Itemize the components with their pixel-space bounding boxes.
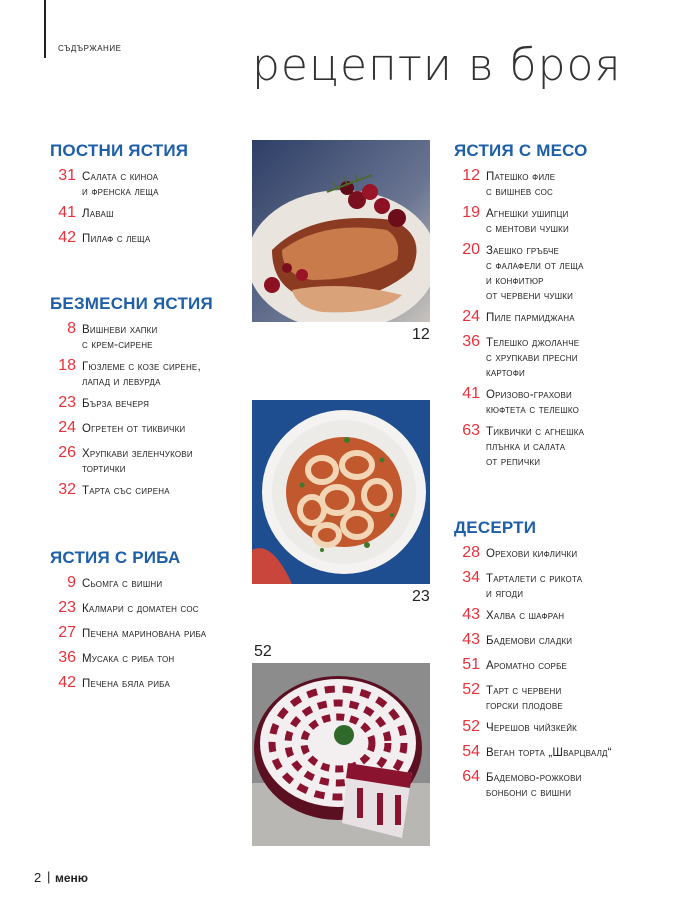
list-item[interactable] (50, 357, 250, 390)
entry-page: 42 (58, 674, 76, 691)
entry-page: 36 (58, 649, 76, 666)
list-item[interactable] (50, 394, 250, 415)
section-label: съдържание (58, 42, 122, 54)
entry-page: 63 (462, 422, 480, 439)
list-item[interactable] (50, 599, 250, 620)
entry-title: Черешов чийзкейк (486, 722, 578, 734)
entry-page: 18 (58, 357, 76, 374)
category-desserts (454, 518, 654, 808)
entry-page: 24 (462, 308, 480, 325)
list-item[interactable] (454, 569, 654, 602)
footer-separator: | (47, 869, 51, 884)
category-fish (50, 548, 250, 702)
entry-title: Бадемово-рожкови бонбони с вишни (486, 772, 582, 799)
entry-title: Тарта със сирена (82, 485, 170, 497)
list-item[interactable] (454, 385, 654, 418)
entry-page: 23 (58, 394, 76, 411)
photo-page-number: 52 (254, 643, 272, 660)
list-item[interactable] (50, 574, 250, 595)
entry-title: Пилаф с леща (82, 233, 151, 245)
list-item[interactable] (454, 768, 654, 801)
photo-page-number: 23 (412, 588, 430, 605)
entry-page: 43 (462, 631, 480, 648)
page-number: 2 (34, 870, 42, 885)
top-rule (44, 0, 46, 58)
entry-title: Оризово-грахови кюфтета с телешко (486, 389, 580, 416)
entry-page: 41 (58, 204, 76, 221)
entry-page: 54 (462, 743, 480, 760)
entry-page: 51 (462, 656, 480, 673)
entry-page: 8 (67, 320, 76, 337)
entry-title: Салата с киноа и френска леща (82, 171, 159, 198)
category-meatless (50, 294, 250, 509)
list-item[interactable] (50, 320, 250, 353)
entry-title: Тарт с червени горски плодове (486, 685, 563, 712)
entry-title: Агнешки ушипци с ментови чушки (486, 208, 569, 235)
entry-page: 43 (462, 606, 480, 623)
entry-page: 26 (58, 444, 76, 461)
entry-page: 12 (462, 167, 480, 184)
entry-title: Бърза вечеря (82, 398, 150, 410)
photo-berry-tart[interactable] (252, 663, 430, 846)
entry-title: Хрупкави зеленчукови тортички (82, 448, 193, 475)
list-item[interactable] (454, 631, 654, 652)
entry-title: Мусака с риба тон (82, 653, 175, 665)
entry-title: Патешко филе с вишнев сос (486, 171, 556, 198)
entry-title: Халва с шафран (486, 610, 565, 622)
list-item[interactable] (50, 204, 250, 225)
list-item[interactable] (454, 204, 654, 237)
entry-title: Ароматно сорбе (486, 660, 568, 672)
list-item[interactable] (50, 444, 250, 477)
category-title: БЕЗМЕСНИ ЯСТИЯ (50, 294, 213, 313)
list-item[interactable] (454, 718, 654, 739)
list-item[interactable] (454, 743, 654, 764)
entry-page: 27 (58, 624, 76, 641)
list-item[interactable] (50, 481, 250, 502)
entry-page: 9 (67, 574, 76, 591)
entry-page: 32 (58, 481, 76, 498)
entry-page: 24 (58, 419, 76, 436)
entry-title: Вишневи хапки с крем-сирене (82, 324, 158, 351)
category-title: ПОСТНИ ЯСТИЯ (50, 141, 189, 160)
entry-title: Калмари с доматен сос (82, 603, 199, 615)
entry-title: Печена бяла риба (82, 678, 170, 690)
entry-page: 36 (462, 333, 480, 350)
entry-page: 34 (462, 569, 480, 586)
entry-page: 52 (462, 718, 480, 735)
list-item[interactable] (454, 656, 654, 677)
entry-title: Огретен от тиквички (82, 423, 186, 435)
entry-title: Бадемови сладки (486, 635, 573, 647)
entry-page: 28 (462, 544, 480, 561)
category-title: ЯСТИЯ С РИБА (50, 548, 181, 567)
photo-page-number: 12 (412, 326, 430, 343)
magazine-name: меню (55, 871, 89, 885)
list-item[interactable] (50, 229, 250, 250)
entry-title: Тиквички с агнешка плънка и салата от репички (486, 426, 585, 468)
entry-title: Лаваш (82, 208, 114, 220)
list-item[interactable] (454, 241, 654, 304)
entry-page: 42 (58, 229, 76, 246)
list-item[interactable] (454, 167, 654, 200)
entry-page: 19 (462, 204, 480, 221)
category-title: ДЕСЕРТИ (454, 518, 537, 537)
list-item[interactable] (454, 333, 654, 381)
entry-title: Сьомга с вишни (82, 578, 163, 590)
entry-page: 20 (462, 241, 480, 258)
entry-title: Веган торта „Шварцвалд“ (486, 747, 612, 759)
entry-title: Телешко джоланче с хрупкави пресни картофи (486, 337, 580, 379)
list-item[interactable] (454, 606, 654, 627)
category-lenten (50, 141, 250, 257)
page-title: рецепти в броя (252, 40, 622, 91)
entry-title: Заешко гръбче с фалафели от леща и конфитюр от червени чушки (486, 245, 584, 302)
entry-page: 23 (58, 599, 76, 616)
photo-calamari[interactable] (252, 400, 430, 584)
entry-title: Тарталети с рикота и ягоди (486, 573, 583, 600)
entry-page: 41 (462, 385, 480, 402)
entry-title: Пиле пармиджана (486, 312, 575, 324)
entry-page: 52 (462, 681, 480, 698)
entry-title: Гюзлеме с козе сирене, лапад и левурда (82, 361, 201, 388)
category-title: ЯСТИЯ С МЕСО (454, 141, 588, 160)
list-item[interactable] (50, 649, 250, 670)
photo-duck-fillet[interactable] (252, 140, 430, 322)
entry-page: 64 (462, 768, 480, 785)
list-item[interactable] (454, 422, 654, 470)
list-item[interactable] (50, 419, 250, 440)
list-item[interactable] (50, 674, 250, 695)
entry-page: 31 (58, 167, 76, 184)
entry-title: Орехови кифлички (486, 548, 578, 560)
list-item[interactable] (50, 167, 250, 200)
list-item[interactable] (454, 308, 654, 329)
category-meat (454, 141, 654, 477)
entry-title: Печена маринована риба (82, 628, 207, 640)
list-item[interactable] (50, 624, 250, 645)
list-item[interactable] (454, 544, 654, 565)
list-item[interactable] (454, 681, 654, 714)
